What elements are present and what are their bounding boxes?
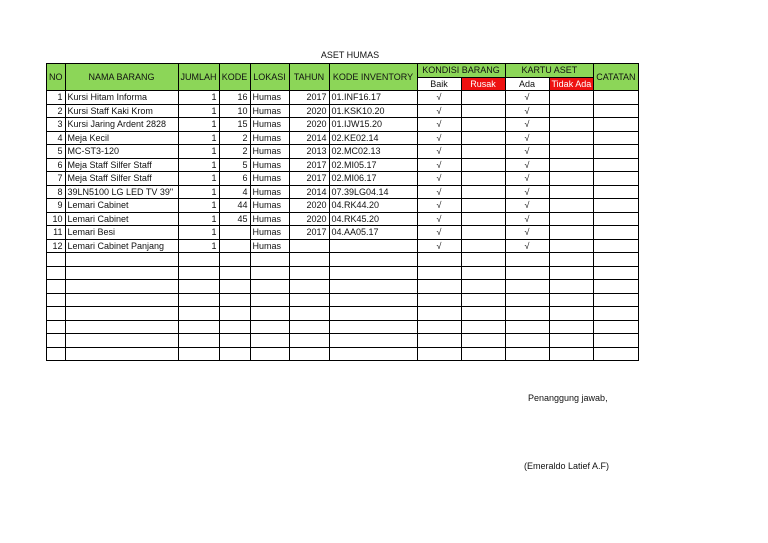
cell-catatan[interactable] xyxy=(594,158,638,172)
cell-no[interactable] xyxy=(47,266,66,280)
cell-lokasi[interactable]: Humas xyxy=(250,145,289,159)
cell-rusak[interactable] xyxy=(461,212,505,226)
cell-lokasi[interactable]: Humas xyxy=(250,185,289,199)
cell-lokasi[interactable]: Humas xyxy=(250,172,289,186)
cell-nama-barang[interactable] xyxy=(65,266,178,280)
cell-kode-inventory[interactable]: 07.39LG04.14 xyxy=(329,185,417,199)
table-row xyxy=(47,91,639,105)
cell-kode[interactable] xyxy=(219,253,250,267)
table-row xyxy=(47,185,639,199)
cell-tahun[interactable]: 2017 xyxy=(289,172,329,186)
cell-tidak-ada[interactable] xyxy=(549,172,594,186)
header-nama-barang[interactable]: NAMA BARANG xyxy=(65,64,178,91)
cell-catatan[interactable] xyxy=(594,131,638,145)
subheader-baik[interactable]: Baik xyxy=(417,77,461,91)
cell-kode-inventory[interactable] xyxy=(329,266,417,280)
cell-rusak[interactable] xyxy=(461,307,505,321)
cell-kode-inventory[interactable] xyxy=(329,347,417,361)
header-kode-inventory[interactable]: KODE INVENTORY xyxy=(329,64,417,91)
cell-no[interactable] xyxy=(47,280,66,294)
cell-jumlah[interactable]: 1 xyxy=(178,212,219,226)
cell-ada[interactable] xyxy=(505,307,549,321)
cell-nama-barang[interactable] xyxy=(65,280,178,294)
cell-lokasi[interactable] xyxy=(250,266,289,280)
cell-ada[interactable] xyxy=(505,347,549,361)
cell-tahun[interactable] xyxy=(289,266,329,280)
cell-kode[interactable]: 2 xyxy=(219,145,250,159)
cell-catatan[interactable] xyxy=(594,253,638,267)
cell-nama-barang[interactable] xyxy=(65,320,178,334)
cell-jumlah[interactable]: 1 xyxy=(178,158,219,172)
cell-ada[interactable] xyxy=(505,253,549,267)
cell-lokasi[interactable] xyxy=(250,307,289,321)
cell-nama-barang[interactable]: 39LN5100 LG LED TV 39" xyxy=(65,185,178,199)
cell-nama-barang[interactable] xyxy=(65,307,178,321)
cell-catatan[interactable] xyxy=(594,118,638,132)
cell-tidak-ada[interactable] xyxy=(549,158,594,172)
header-row xyxy=(47,64,639,78)
cell-tidak-ada[interactable] xyxy=(549,293,594,307)
cell-rusak[interactable] xyxy=(461,145,505,159)
cell-tahun[interactable]: 2020 xyxy=(289,199,329,213)
cell-nama-barang[interactable]: Kursi Jaring Ardent 2828 xyxy=(65,118,178,132)
cell-kode-inventory[interactable]: 01.IJW15.20 xyxy=(329,118,417,132)
cell-baik[interactable]: √ xyxy=(417,118,461,132)
cell-jumlah[interactable] xyxy=(178,280,219,294)
cell-ada[interactable]: √ xyxy=(505,158,549,172)
subheader-rusak[interactable]: Rusak xyxy=(461,77,505,91)
cell-ada[interactable] xyxy=(505,320,549,334)
cell-tahun[interactable] xyxy=(289,334,329,348)
cell-kode[interactable] xyxy=(219,280,250,294)
cell-nama-barang[interactable]: Lemari Cabinet xyxy=(65,212,178,226)
cell-tidak-ada[interactable] xyxy=(549,307,594,321)
cell-baik[interactable]: √ xyxy=(417,91,461,105)
cell-kode[interactable] xyxy=(219,347,250,361)
cell-ada[interactable]: √ xyxy=(505,104,549,118)
cell-baik[interactable]: √ xyxy=(417,226,461,240)
cell-nama-barang[interactable]: Lemari Besi xyxy=(65,226,178,240)
table-row xyxy=(47,226,639,240)
header-tahun[interactable]: TAHUN xyxy=(289,64,329,91)
cell-lokasi[interactable]: Humas xyxy=(250,226,289,240)
cell-rusak[interactable] xyxy=(461,131,505,145)
cell-rusak[interactable] xyxy=(461,104,505,118)
cell-lokasi[interactable] xyxy=(250,334,289,348)
cell-kode[interactable] xyxy=(219,320,250,334)
cell-no[interactable]: 8 xyxy=(47,185,66,199)
cell-kode[interactable] xyxy=(219,293,250,307)
cell-kode[interactable] xyxy=(219,266,250,280)
table-row xyxy=(47,293,639,307)
cell-ada[interactable]: √ xyxy=(505,185,549,199)
cell-nama-barang[interactable]: Kursi Staff Kaki Krom xyxy=(65,104,178,118)
cell-baik[interactable] xyxy=(417,334,461,348)
cell-tidak-ada[interactable] xyxy=(549,266,594,280)
cell-rusak[interactable] xyxy=(461,320,505,334)
cell-no[interactable]: 12 xyxy=(47,239,66,253)
cell-rusak[interactable] xyxy=(461,293,505,307)
cell-nama-barang[interactable] xyxy=(65,293,178,307)
cell-rusak[interactable] xyxy=(461,253,505,267)
cell-ada[interactable] xyxy=(505,334,549,348)
cell-nama-barang[interactable]: Meja Staff Silfer Staff xyxy=(65,172,178,186)
cell-tahun[interactable]: 2014 xyxy=(289,185,329,199)
cell-kode-inventory[interactable] xyxy=(329,320,417,334)
cell-jumlah[interactable] xyxy=(178,347,219,361)
cell-lokasi[interactable]: Humas xyxy=(250,199,289,213)
cell-tahun[interactable] xyxy=(289,307,329,321)
cell-catatan[interactable] xyxy=(594,199,638,213)
cell-ada[interactable] xyxy=(505,293,549,307)
header-kondisi-barang[interactable]: KONDISI BARANG xyxy=(417,64,505,78)
cell-kode[interactable]: 44 xyxy=(219,199,250,213)
cell-catatan[interactable] xyxy=(594,307,638,321)
cell-ada[interactable]: √ xyxy=(505,226,549,240)
cell-no[interactable]: 1 xyxy=(47,91,66,105)
cell-nama-barang[interactable] xyxy=(65,253,178,267)
cell-nama-barang[interactable] xyxy=(65,347,178,361)
cell-baik[interactable] xyxy=(417,280,461,294)
cell-nama-barang[interactable]: Kursi Hitam Informa xyxy=(65,91,178,105)
cell-catatan[interactable] xyxy=(594,212,638,226)
cell-jumlah[interactable]: 1 xyxy=(178,239,219,253)
cell-jumlah[interactable]: 1 xyxy=(178,145,219,159)
cell-catatan[interactable] xyxy=(594,91,638,105)
cell-lokasi[interactable]: Humas xyxy=(250,131,289,145)
cell-jumlah[interactable] xyxy=(178,293,219,307)
cell-catatan[interactable] xyxy=(594,320,638,334)
cell-nama-barang[interactable]: Lemari Cabinet Panjang xyxy=(65,239,178,253)
cell-catatan[interactable] xyxy=(594,226,638,240)
cell-ada[interactable]: √ xyxy=(505,118,549,132)
cell-kode-inventory[interactable] xyxy=(329,307,417,321)
cell-catatan[interactable] xyxy=(594,280,638,294)
cell-kode-inventory[interactable]: 01.KSK10.20 xyxy=(329,104,417,118)
cell-tahun[interactable]: 2013 xyxy=(289,145,329,159)
cell-ada[interactable]: √ xyxy=(505,172,549,186)
table-row xyxy=(47,334,639,348)
cell-no[interactable]: 3 xyxy=(47,118,66,132)
header-no[interactable]: NO xyxy=(47,64,66,91)
cell-nama-barang[interactable]: Meja Staff Silfer Staff xyxy=(65,158,178,172)
cell-rusak[interactable] xyxy=(461,91,505,105)
cell-ada[interactable]: √ xyxy=(505,131,549,145)
cell-no[interactable] xyxy=(47,320,66,334)
cell-jumlah[interactable]: 1 xyxy=(178,91,219,105)
table-row xyxy=(47,172,639,186)
header-kode[interactable]: KODE xyxy=(219,64,250,91)
sheet-title: ASET HUMAS xyxy=(320,50,380,60)
cell-jumlah[interactable]: 1 xyxy=(178,185,219,199)
cell-jumlah[interactable]: 1 xyxy=(178,172,219,186)
cell-lokasi[interactable] xyxy=(250,347,289,361)
cell-baik[interactable]: √ xyxy=(417,185,461,199)
cell-kode[interactable]: 5 xyxy=(219,158,250,172)
header-catatan[interactable]: CATATAN xyxy=(594,64,638,91)
cell-baik[interactable]: √ xyxy=(417,239,461,253)
cell-baik[interactable]: √ xyxy=(417,104,461,118)
cell-tidak-ada[interactable] xyxy=(549,118,594,132)
signature-name: (Emeraldo Latief A.F) xyxy=(524,461,610,471)
cell-kode[interactable]: 45 xyxy=(219,212,250,226)
table-row xyxy=(47,212,639,226)
cell-baik[interactable]: √ xyxy=(417,145,461,159)
cell-no[interactable]: 9 xyxy=(47,199,66,213)
header-jumlah[interactable]: JUMLAH xyxy=(178,64,219,91)
table-row xyxy=(47,347,639,361)
cell-nama-barang[interactable]: MC-ST3-120 xyxy=(65,145,178,159)
table-row xyxy=(47,145,639,159)
table-body xyxy=(47,91,639,361)
cell-kode-inventory[interactable] xyxy=(329,334,417,348)
cell-no[interactable] xyxy=(47,334,66,348)
cell-tahun[interactable]: 2017 xyxy=(289,91,329,105)
cell-baik[interactable] xyxy=(417,307,461,321)
cell-catatan[interactable] xyxy=(594,172,638,186)
cell-rusak[interactable] xyxy=(461,199,505,213)
cell-tidak-ada[interactable] xyxy=(549,320,594,334)
cell-baik[interactable]: √ xyxy=(417,131,461,145)
subheader-tidak-ada[interactable]: Tidak Ada xyxy=(549,77,594,91)
cell-jumlah[interactable]: 1 xyxy=(178,199,219,213)
cell-catatan[interactable] xyxy=(594,293,638,307)
cell-rusak[interactable] xyxy=(461,239,505,253)
cell-rusak[interactable] xyxy=(461,347,505,361)
table-row xyxy=(47,239,639,253)
cell-kode-inventory[interactable]: 04.RK45.20 xyxy=(329,212,417,226)
cell-no[interactable]: 11 xyxy=(47,226,66,240)
cell-kode-inventory[interactable]: 04.AA05.17 xyxy=(329,226,417,240)
cell-lokasi[interactable] xyxy=(250,293,289,307)
table-row xyxy=(47,307,639,321)
cell-tidak-ada[interactable] xyxy=(549,199,594,213)
table-row xyxy=(47,280,639,294)
cell-jumlah[interactable] xyxy=(178,334,219,348)
cell-rusak[interactable] xyxy=(461,118,505,132)
table-row xyxy=(47,118,639,132)
table-row xyxy=(47,158,639,172)
signature-label: Penanggung jawab, xyxy=(528,393,608,403)
cell-jumlah[interactable] xyxy=(178,307,219,321)
cell-rusak[interactable] xyxy=(461,185,505,199)
cell-kode[interactable]: 4 xyxy=(219,185,250,199)
cell-tahun[interactable] xyxy=(289,347,329,361)
cell-tahun[interactable] xyxy=(289,253,329,267)
table-row xyxy=(47,320,639,334)
cell-ada[interactable] xyxy=(505,266,549,280)
cell-kode[interactable] xyxy=(219,226,250,240)
cell-nama-barang[interactable]: Lemari Cabinet xyxy=(65,199,178,213)
cell-jumlah[interactable] xyxy=(178,266,219,280)
cell-baik[interactable]: √ xyxy=(417,172,461,186)
cell-tahun[interactable]: 2020 xyxy=(289,212,329,226)
cell-tidak-ada[interactable] xyxy=(549,104,594,118)
cell-tahun[interactable]: 2017 xyxy=(289,158,329,172)
cell-no[interactable] xyxy=(47,253,66,267)
cell-baik[interactable] xyxy=(417,253,461,267)
cell-no[interactable]: 2 xyxy=(47,104,66,118)
cell-kode-inventory[interactable]: 02.MI06.17 xyxy=(329,172,417,186)
cell-lokasi[interactable]: Humas xyxy=(250,91,289,105)
cell-kode-inventory[interactable]: 02.MI05.17 xyxy=(329,158,417,172)
cell-nama-barang[interactable] xyxy=(65,334,178,348)
cell-tahun[interactable] xyxy=(289,320,329,334)
cell-ada[interactable] xyxy=(505,280,549,294)
subheader-ada[interactable]: Ada xyxy=(505,77,549,91)
cell-jumlah[interactable] xyxy=(178,253,219,267)
cell-tahun[interactable]: 2017 xyxy=(289,226,329,240)
cell-no[interactable] xyxy=(47,347,66,361)
cell-tahun[interactable]: 2014 xyxy=(289,131,329,145)
cell-rusak[interactable] xyxy=(461,334,505,348)
cell-kode-inventory[interactable]: 01.INF16.17 xyxy=(329,91,417,105)
cell-kode[interactable] xyxy=(219,334,250,348)
cell-no[interactable] xyxy=(47,307,66,321)
cell-no[interactable]: 7 xyxy=(47,172,66,186)
header-lokasi[interactable]: LOKASI xyxy=(250,64,289,91)
cell-lokasi[interactable] xyxy=(250,280,289,294)
cell-lokasi[interactable] xyxy=(250,253,289,267)
cell-tidak-ada[interactable] xyxy=(549,334,594,348)
cell-nama-barang[interactable]: Meja Kecil xyxy=(65,131,178,145)
cell-no[interactable] xyxy=(47,293,66,307)
cell-kode[interactable]: 15 xyxy=(219,118,250,132)
table-row xyxy=(47,253,639,267)
cell-tidak-ada[interactable] xyxy=(549,226,594,240)
cell-tidak-ada[interactable] xyxy=(549,131,594,145)
cell-baik[interactable] xyxy=(417,293,461,307)
cell-tidak-ada[interactable] xyxy=(549,280,594,294)
cell-tidak-ada[interactable] xyxy=(549,145,594,159)
cell-no[interactable]: 6 xyxy=(47,158,66,172)
cell-rusak[interactable] xyxy=(461,226,505,240)
cell-baik[interactable] xyxy=(417,266,461,280)
cell-baik[interactable]: √ xyxy=(417,158,461,172)
cell-baik[interactable]: √ xyxy=(417,212,461,226)
cell-ada[interactable]: √ xyxy=(505,199,549,213)
cell-lokasi[interactable] xyxy=(250,320,289,334)
cell-jumlah[interactable] xyxy=(178,320,219,334)
cell-catatan[interactable] xyxy=(594,266,638,280)
cell-ada[interactable]: √ xyxy=(505,91,549,105)
cell-ada[interactable]: √ xyxy=(505,212,549,226)
cell-kode-inventory[interactable] xyxy=(329,280,417,294)
cell-kode[interactable] xyxy=(219,239,250,253)
table-row xyxy=(47,199,639,213)
cell-kode[interactable] xyxy=(219,307,250,321)
cell-tahun[interactable] xyxy=(289,280,329,294)
cell-lokasi[interactable]: Humas xyxy=(250,158,289,172)
cell-catatan[interactable] xyxy=(594,145,638,159)
cell-rusak[interactable] xyxy=(461,266,505,280)
cell-jumlah[interactable]: 1 xyxy=(178,118,219,132)
table-row xyxy=(47,104,639,118)
cell-tidak-ada[interactable] xyxy=(549,185,594,199)
cell-tidak-ada[interactable] xyxy=(549,212,594,226)
cell-no[interactable]: 10 xyxy=(47,212,66,226)
cell-catatan[interactable] xyxy=(594,185,638,199)
cell-jumlah[interactable]: 1 xyxy=(178,131,219,145)
cell-lokasi[interactable]: Humas xyxy=(250,212,289,226)
cell-tahun[interactable] xyxy=(289,293,329,307)
cell-catatan[interactable] xyxy=(594,104,638,118)
cell-jumlah[interactable]: 1 xyxy=(178,104,219,118)
cell-kode-inventory[interactable]: 02.MC02.13 xyxy=(329,145,417,159)
cell-lokasi[interactable]: Humas xyxy=(250,239,289,253)
cell-kode-inventory[interactable] xyxy=(329,253,417,267)
cell-kode-inventory[interactable] xyxy=(329,239,417,253)
cell-tidak-ada[interactable] xyxy=(549,91,594,105)
cell-ada[interactable]: √ xyxy=(505,239,549,253)
cell-tidak-ada[interactable] xyxy=(549,253,594,267)
cell-baik[interactable] xyxy=(417,347,461,361)
cell-ada[interactable]: √ xyxy=(505,145,549,159)
cell-catatan[interactable] xyxy=(594,334,638,348)
cell-rusak[interactable] xyxy=(461,280,505,294)
cell-kode-inventory[interactable] xyxy=(329,293,417,307)
cell-kode[interactable]: 2 xyxy=(219,131,250,145)
cell-tahun[interactable]: 2020 xyxy=(289,118,329,132)
cell-kode-inventory[interactable]: 02.KE02.14 xyxy=(329,131,417,145)
cell-lokasi[interactable]: Humas xyxy=(250,104,289,118)
cell-tidak-ada[interactable] xyxy=(549,239,594,253)
asset-table xyxy=(46,63,639,361)
cell-kode[interactable]: 10 xyxy=(219,104,250,118)
cell-no[interactable]: 4 xyxy=(47,131,66,145)
cell-no[interactable]: 5 xyxy=(47,145,66,159)
cell-kode-inventory[interactable]: 04.RK44.20 xyxy=(329,199,417,213)
cell-catatan[interactable] xyxy=(594,347,638,361)
cell-tahun[interactable]: 2020 xyxy=(289,104,329,118)
cell-catatan[interactable] xyxy=(594,239,638,253)
cell-lokasi[interactable]: Humas xyxy=(250,118,289,132)
cell-rusak[interactable] xyxy=(461,158,505,172)
table-row xyxy=(47,266,639,280)
table-row xyxy=(47,131,639,145)
cell-tahun[interactable] xyxy=(289,239,329,253)
cell-baik[interactable] xyxy=(417,320,461,334)
cell-kode[interactable]: 16 xyxy=(219,91,250,105)
cell-kode[interactable]: 6 xyxy=(219,172,250,186)
header-kartu-aset[interactable]: KARTU ASET xyxy=(505,64,594,78)
cell-rusak[interactable] xyxy=(461,172,505,186)
cell-jumlah[interactable]: 1 xyxy=(178,226,219,240)
cell-tidak-ada[interactable] xyxy=(549,347,594,361)
cell-baik[interactable]: √ xyxy=(417,199,461,213)
